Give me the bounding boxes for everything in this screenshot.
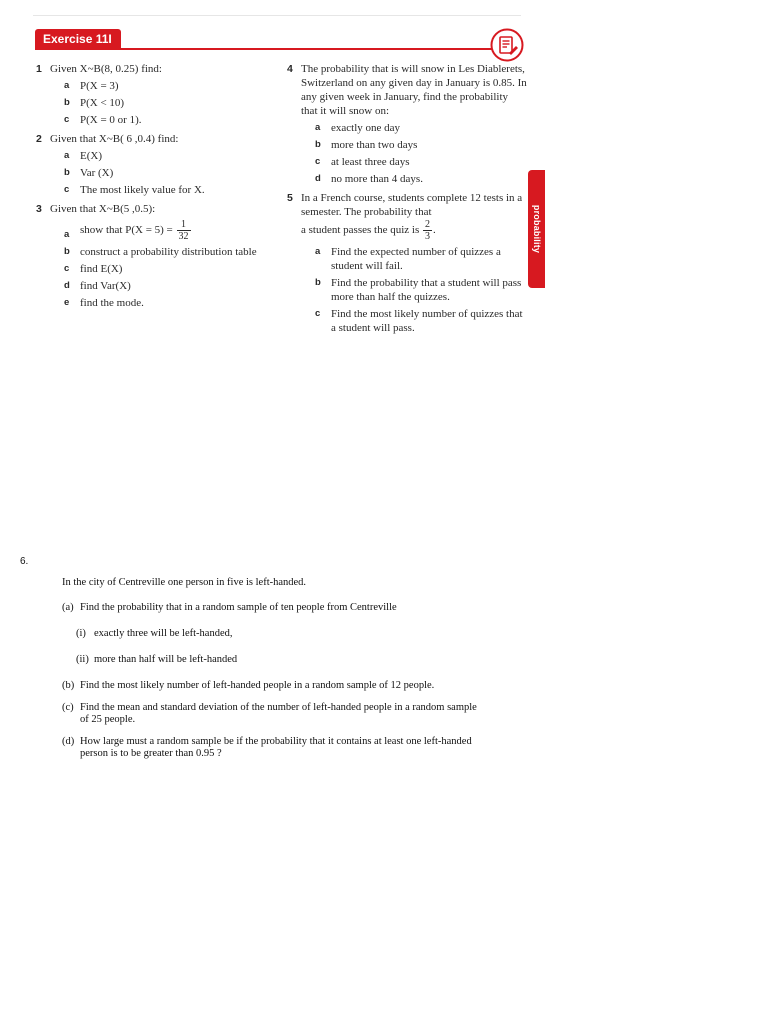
- part-text: construct a probability distribution table: [80, 246, 257, 258]
- question-6-part-a-ii: [62, 654, 482, 666]
- question-stem: Given that X~B( 6 ,0.4) find:: [50, 133, 179, 145]
- part-label: a: [315, 122, 321, 133]
- part-label: (ii): [76, 654, 89, 665]
- question-part: [50, 149, 264, 163]
- question-stem-continued: a student passes the quiz is: [301, 224, 420, 237]
- question-part: [301, 276, 527, 304]
- part-text: exactly one day: [331, 122, 401, 134]
- stem-period: .: [432, 224, 436, 237]
- part-text: Find the mean and standard deviation of the number of left-handed people in a random sample of 25 people.: [80, 702, 477, 725]
- fraction-numerator: 2: [424, 219, 430, 230]
- part-text: find Var(X): [80, 280, 131, 292]
- part-label: (i): [76, 628, 86, 639]
- question-stem-fraction-line: [301, 219, 527, 242]
- question-part: [50, 219, 264, 242]
- question-6-part-a: [62, 602, 482, 614]
- fraction: [177, 219, 191, 242]
- part-label: c: [64, 263, 70, 274]
- right-column: [287, 62, 527, 335]
- question-part: [301, 155, 527, 169]
- part-label: c: [315, 156, 321, 167]
- worksheet-icon: [490, 28, 524, 62]
- question-part: [50, 79, 264, 93]
- question-number: 2: [36, 133, 42, 145]
- part-label: (c): [62, 702, 74, 713]
- part-label: (a): [62, 602, 74, 613]
- part-text: Find the probability that in a random sample of ten people from Centreville: [80, 602, 397, 613]
- part-label: d: [64, 280, 70, 291]
- part-text: Find the probability that a student will pass more than half the quizzes.: [331, 277, 522, 303]
- question-6-number: 6.: [20, 556, 29, 567]
- part-label: e: [64, 297, 70, 308]
- part-label: c: [64, 114, 70, 125]
- part-label: b: [315, 277, 321, 288]
- part-label: (d): [62, 736, 75, 747]
- fraction-denominator: 32: [178, 231, 189, 242]
- exercise-title: Exercise 11I: [35, 29, 121, 49]
- question-6-part-d: [62, 736, 482, 760]
- left-column: [36, 62, 264, 310]
- part-text: Find the most likely number of quizzes that a student will pass.: [331, 308, 523, 334]
- question-stem: In a French course, students complete 12 tests in a semester. The probability that: [301, 192, 523, 218]
- question-2: [36, 132, 264, 197]
- question-6-intro: In the city of Centreville one person in five is left-handed.: [62, 577, 307, 588]
- question-number: 1: [36, 63, 42, 75]
- question-number: 5: [287, 192, 293, 204]
- part-text: The most likely value for X.: [80, 184, 205, 196]
- question-part: [50, 296, 264, 310]
- question-part: [301, 138, 527, 152]
- part-text: Find the most likely number of left-handed people in a random sample of 12 people.: [80, 680, 435, 691]
- side-tab-label: probability: [531, 204, 542, 254]
- part-text: find the mode.: [80, 297, 144, 309]
- part-text: no more than 4 days.: [331, 173, 423, 185]
- question-part: [301, 121, 527, 135]
- part-text: E(X): [80, 150, 102, 162]
- part-label: a: [315, 246, 321, 257]
- question-part: [50, 245, 264, 259]
- part-text: Find the expected number of quizzes a student will fail.: [331, 246, 501, 272]
- part-label: c: [315, 308, 321, 319]
- part-text: more than half will be left-handed: [94, 654, 238, 665]
- question-5: [287, 191, 527, 335]
- fraction-numerator: 1: [177, 219, 191, 231]
- question-6-part-a-i: [62, 628, 482, 640]
- question-part: [50, 279, 264, 293]
- question-part: [50, 113, 264, 127]
- question-stem: Given X~B(8, 0.25) find:: [50, 63, 162, 75]
- header-rule: [35, 48, 505, 50]
- fraction: [423, 219, 432, 242]
- question-stem: Given that X~B(5 ,0.5):: [50, 203, 156, 215]
- part-label: d: [315, 173, 321, 184]
- part-label: a: [64, 150, 70, 161]
- question-4: [287, 62, 527, 186]
- part-text: find E(X): [80, 263, 123, 275]
- question-6-part-c: [62, 702, 482, 726]
- question-3: [36, 202, 264, 310]
- exercise-header: [35, 29, 507, 49]
- fraction-denominator: 3: [424, 231, 430, 242]
- part-text: P(X = 0 or 1).: [80, 114, 142, 126]
- part-label: a: [64, 80, 70, 91]
- part-text: How large must a random sample be if the probability that it contains at least one left-handed person is to be greater than 0.95 ?: [80, 736, 472, 759]
- part-label: (b): [62, 680, 75, 691]
- part-text: Var (X): [80, 167, 114, 179]
- question-part: [301, 307, 527, 335]
- question-number: 4: [287, 63, 293, 75]
- question-part: [301, 172, 527, 186]
- question-part: [50, 262, 264, 276]
- question-stem: The probability that is will snow in Les Diablerets, Switzerland on any given day in January is 0.85. In any given week in January, find the probability that it will snow on:: [301, 63, 527, 117]
- question-number: 3: [36, 203, 42, 215]
- top-rule: [33, 15, 521, 16]
- question-part: [50, 96, 264, 110]
- question-6: [62, 577, 482, 760]
- question-6-part-b: [62, 680, 482, 692]
- part-label: b: [64, 167, 70, 178]
- part-text: at least three days: [331, 156, 410, 168]
- question-1: [36, 62, 264, 127]
- question-part: [301, 245, 527, 273]
- part-label: c: [64, 184, 70, 195]
- question-part: [50, 183, 264, 197]
- part-text: exactly three will be left-handed,: [94, 628, 233, 639]
- part-text: more than two days: [331, 139, 418, 151]
- part-label: b: [64, 97, 70, 108]
- part-label: a: [64, 229, 70, 240]
- part-label: b: [64, 246, 70, 257]
- question-part: [50, 166, 264, 180]
- part-text: P(X < 10): [80, 97, 125, 109]
- part-text: show that P(X = 5) =: [80, 224, 173, 237]
- part-label: b: [315, 139, 321, 150]
- part-text: P(X = 3): [80, 80, 119, 92]
- side-tab-probability: [528, 170, 545, 288]
